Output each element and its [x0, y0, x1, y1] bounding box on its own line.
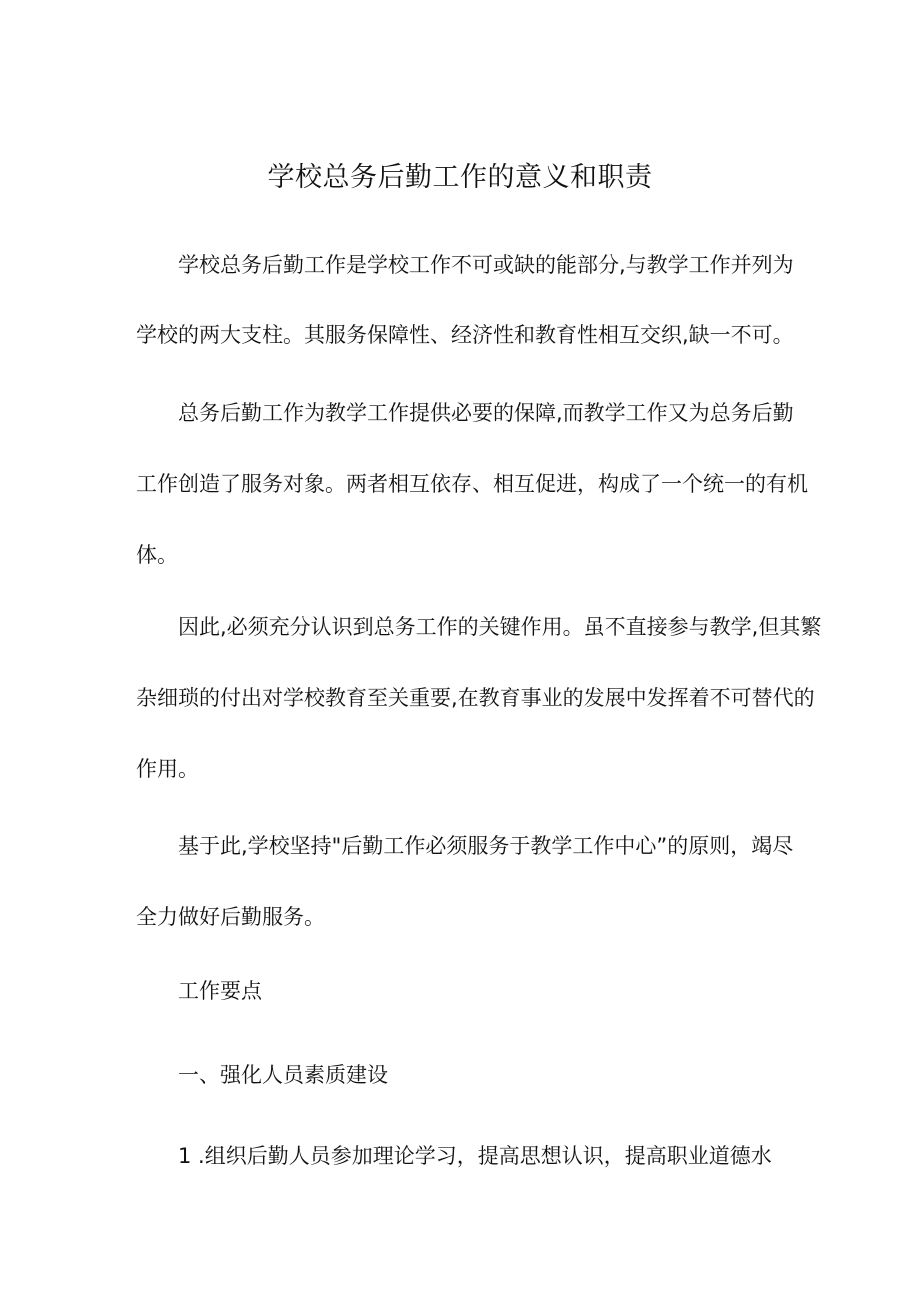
paragraph-3-line-2: 杂细琐的付出对学校教育至关重要,在教育事业的发展中发挥着不可替代的 [136, 686, 815, 710]
list-item-1: 1 .组织后勤人员参加理论学习，提高思想认识，提高职业道德水 [178, 1144, 772, 1168]
paragraph-2-line-3: 体。 [136, 543, 178, 567]
paragraph-2-line-1: 总务后勤工作为教学工作提供必要的保障,而教学工作又为总务后勤 [178, 401, 794, 425]
paragraph-2-line-2: 工作创造了服务对象。两者相互依存、相互促进，构成了一个统一的有机 [136, 472, 808, 496]
paragraph-3-line-3: 作用。 [136, 757, 199, 781]
document-title: 学校总务后勤工作的意义和职责 [267, 162, 653, 193]
section-heading-work-points: 工作要点 [178, 979, 262, 1003]
paragraph-1-line-2: 学校的两大支柱。其服务保障性、经济性和教育性相互交织,缺一不可。 [136, 323, 794, 347]
section-heading-personnel-quality: 一、强化人员素质建设 [178, 1063, 388, 1087]
paragraph-1-line-1: 学校总务后勤工作是学校工作不可或缺的能部分,与教学工作并列为 [178, 253, 794, 277]
paragraph-4-line-2: 全力做好后勤服务。 [136, 905, 325, 929]
paragraph-4-line-1: 基于此,学校坚持"后勤工作必须服务于教学工作中心”的原则，竭尽 [178, 834, 794, 858]
paragraph-3-line-1: 因此,必须充分认识到总务工作的关键作用。虽不直接参与教学,但其繁 [178, 615, 822, 639]
